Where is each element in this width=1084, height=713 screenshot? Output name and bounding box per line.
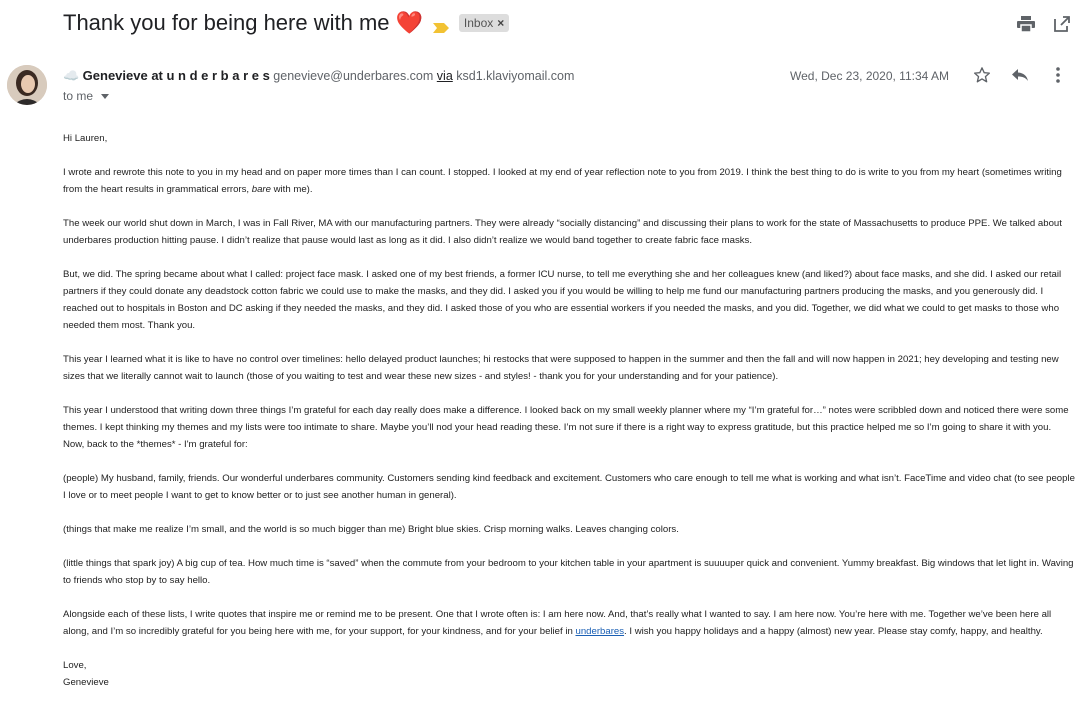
subject-row: [63, 6, 509, 40]
recipient-label: to me: [63, 89, 94, 103]
via-link[interactable]: via: [436, 69, 453, 83]
body-paragraph: (little things that spark joy) A big cup of tea. How much time is “saved” when the commute from your bedroom to your kitchen table in your apartment is suuuuper quick and convenient. Yummy breakfast. Big windows that let light in. Waving to friends who stop by to say hello.: [63, 558, 1074, 586]
body-paragraph: I wrote and rewrote this note to you in my head and on paper more times than I can count. I stopped. I looked at my end of year reflection note to you from 2019. I think the best thing to do is write to you from my heart (sometimes writing from the heart results in grammatical errors, bare with me).: [63, 167, 1062, 195]
underbares-link[interactable]: underbares: [575, 626, 625, 637]
more-vert-icon[interactable]: [1048, 65, 1068, 85]
email-date: Wed, Dec 23, 2020, 11:34 AM: [790, 69, 949, 83]
email-body: [63, 130, 1075, 691]
recipient-details[interactable]: [63, 89, 109, 103]
sender-line: [63, 68, 574, 84]
importance-marker-icon[interactable]: [433, 20, 449, 30]
body-paragraph: (people) My husband, family, friends. Our wonderful underbares community. Customers sending kind feedback and excitement. Customers who care enough to tell me what is working and what isn’t. FaceTime and video chat (to see people I love or to meet people I want to get to know better or to just see another human in general).: [63, 473, 1075, 501]
inbox-label-chip[interactable]: [459, 14, 509, 32]
open-in-new-window-icon[interactable]: [1052, 14, 1072, 34]
body-paragraph: The week our world shut down in March, I was in Fall River, MA with our manufacturing partners. They were already “socially distancing” and discussing their plans to work for the state of Massachusetts to produce PPE. We talked about underbares production hitting pause. I didn’t realize that pause would last as long as it did. I also didn’t realize we would band together to create fabric face masks.: [63, 218, 1062, 246]
remove-label-icon[interactable]: ×: [497, 16, 505, 30]
sender-name[interactable]: Genevieve at u n d e r b a r e s: [82, 68, 270, 83]
email-subject: Thank you for being here with me: [63, 10, 390, 35]
body-paragraph: This year I learned what it is like to have no control over timelines: hello delayed product launches; hi restocks that were supposed to happen in the summer and then the fall and will now happen in 2021; hey developing and testing new sizes that we literally cannot wait to launch (those of you waiting to test and wear these new sizes - and styles! - thank you for your understanding and for your patience).: [63, 354, 1059, 382]
body-paragraph: This year I understood that writing down three things I’m grateful for each day really does make a difference. I looked back on my small weekly planner where my “I’m grateful for…” notes were scribbled down and noticed there were some themes. I kept thinking my themes and my lists were too intimate to share. Maybe you’ll nod your head reading these. I’m not sure if there is a right way to express gratitude, but this practice helped me so I’m going to share it with you. Now, back to the *themes* - I'm grateful for:: [63, 405, 1069, 450]
body-paragraph: But, we did. The spring became about what I called: project face mask. I asked one of my best friends, a former ICU nurse, to tell me everything she and her colleagues knew (and liked?) about face masks, and she did. I asked our retail partners if they could donate any deadstock cotton fabric we could use to make the masks, and they did. I asked you if you would be willing to help me fund our manufacturing partners producing the masks, and you generously did. I reached out to hospitals in Boston and DC asking if they needed the masks, and they did. I asked those of you who are essential workers if you needed the masks, and you did. Together, we did what we could to get masks to those who needed them most. Thank you.: [63, 269, 1062, 331]
sender-email: genevieve@underbares.com: [273, 69, 434, 83]
heart-emoji: ❤️: [395, 10, 423, 35]
label-text: Inbox: [463, 16, 494, 30]
star-icon[interactable]: [972, 65, 992, 85]
print-icon[interactable]: [1016, 14, 1036, 34]
signoff: Love,: [63, 660, 87, 671]
message-actions: [972, 65, 1068, 85]
body-paragraph: Alongside each of these lists, I write quotes that inspire me or remind me to be present. One that I wrote often is: I am here now. And, that’s really what I wanted to say. I am here now. You’re here with me. Together we’ve been here all along, and I’m so incredibly grateful for you being here with me, for your support, for your kindness, and for your belief in underbares. I wish you happy holidays and a happy (almost) new year. Please stay comfy, happy, and healthy.: [63, 609, 1052, 637]
cloud-emoji: ☁️: [63, 68, 80, 83]
top-actions: [1016, 14, 1072, 34]
dropdown-caret-icon[interactable]: [101, 94, 109, 99]
sender-avatar[interactable]: [7, 65, 47, 105]
via-domain: ksd1.klaviyomail.com: [456, 69, 575, 83]
body-paragraph: (things that make me realize I’m small, and the world is so much bigger than me) Bright blue skies. Crisp morning walks. Leaves changing colors.: [63, 524, 679, 535]
emphasis-text: bare: [251, 184, 271, 195]
reply-icon[interactable]: [1010, 65, 1030, 85]
greeting: Hi Lauren,: [63, 133, 108, 144]
signature: Genevieve: [63, 677, 109, 688]
